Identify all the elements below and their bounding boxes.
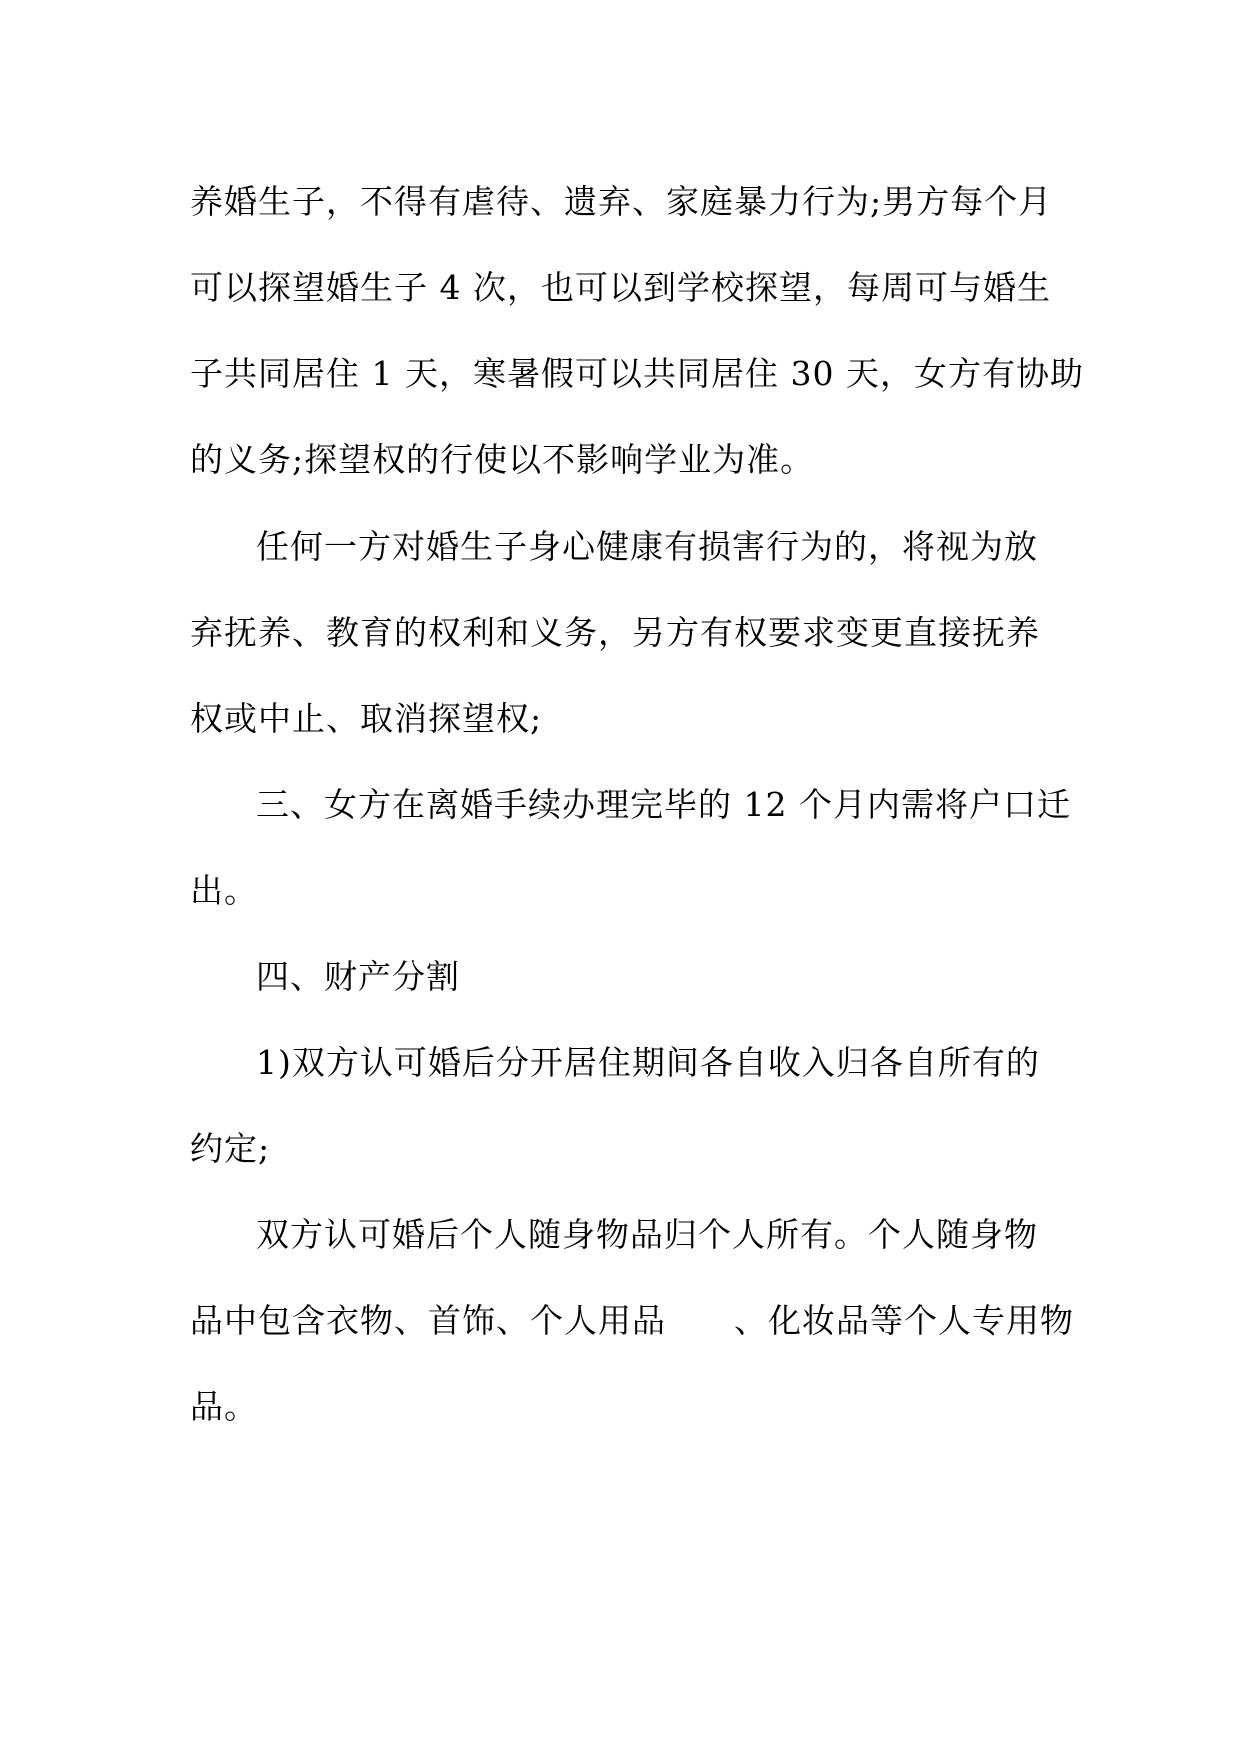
text-line: 约定; [190, 1129, 271, 1168]
text-line: 任何一方对婚生子身心健康有损害行为的，将视为放 [256, 527, 1038, 566]
text-line: 可以探望婚生子 4 次，也可以到学校探望，每周可与婚生 [190, 268, 1051, 307]
text-line: 弃抚养、教育的权利和义务，另方有权要求变更直接抚养 [190, 613, 1040, 652]
text-line: 的义务;探望权的行使以不影响学业为准。 [190, 440, 815, 479]
text-line: 品中包含衣物、首饰、个人用品 、化妆品等个人专用物 [190, 1301, 1074, 1340]
section-heading: 四、财产分割 [256, 957, 460, 996]
text-line: 养婚生子，不得有虐待、遗弃、家庭暴力行为;男方每个月 [190, 182, 1053, 221]
text-line: 三、女方在离婚手续办理完毕的 12 个月内需将户口迁 [256, 785, 1071, 824]
text-line: 双方认可婚后个人随身物品归个人所有。个人随身物 [256, 1215, 1038, 1254]
text-line: 权或中止、取消探望权; [190, 699, 543, 738]
text-line: 1)双方认可婚后分开居住期间各自收入归各自所有的 [256, 1043, 1040, 1082]
text-line: 品。 [190, 1387, 258, 1426]
text-line: 出。 [190, 871, 258, 910]
text-line: 子共同居住 1 天，寒暑假可以共同居住 30 天，女方有协助 [190, 354, 1084, 393]
